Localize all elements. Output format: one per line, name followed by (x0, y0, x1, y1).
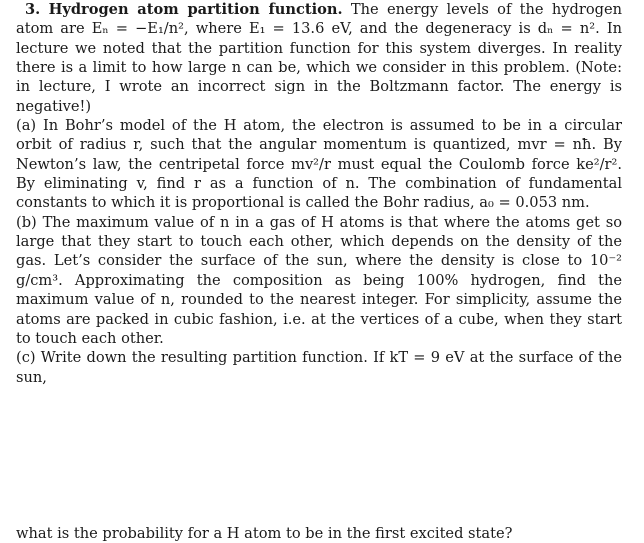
problem-3 (16, 0, 622, 543)
part-a: (a) In Bohr’s model of the H atom, the electron is assumed to be in a circular orbit of radius r, such that the angular momentum is quantized, mvr = nħ. By Newton’s law, the centripetal force mv²/r must equal the Coulomb force ke²/r². By eliminating v, find r as a function of n. The combination of fundamental constants to which it is proportional is called the Bohr radius, a₀ = 0.053 nm. (16, 117, 622, 212)
problem-intro-paragraph (16, 0, 622, 116)
blank-answer-space (16, 387, 622, 524)
part-c: (c) Write down the resulting partition function. If kT = 9 eV at the surface of the sun, (16, 349, 622, 386)
part-c-continuation: what is the probability for a H atom to be in the first excited state? (16, 524, 513, 542)
problem-intro-text: The energy levels of the hydrogen atom are Eₙ = −E₁/n², where E₁ = 13.6 eV, and the degeneracy is dₙ = n². In lecture we noted that the partition function for this system diverges. In reality there is a limit to how large n can be, which we consider in this problem. (Note: in lecture, I wrote an incorrect sign in the Boltzmann factor. The energy is negative!) (16, 1, 622, 115)
problem-number: 3. (25, 1, 41, 18)
problem-title: Hydrogen atom partition function. (48, 1, 343, 18)
part-b: (b) The maximum value of n in a gas of H atoms is that where the atoms get so large that they start to touch each other, which depends on the density of the gas. Let’s consider the surface of the sun, where the density is close to 10⁻² g/cm³. Approximating the composition as being 100% hydrogen, find the maximum value of n, rounded to the nearest integer. For simplicity, assume the atoms are packed in cubic fashion, i.e. at the vertices of a cube, when they start to touch each other. (16, 213, 622, 347)
